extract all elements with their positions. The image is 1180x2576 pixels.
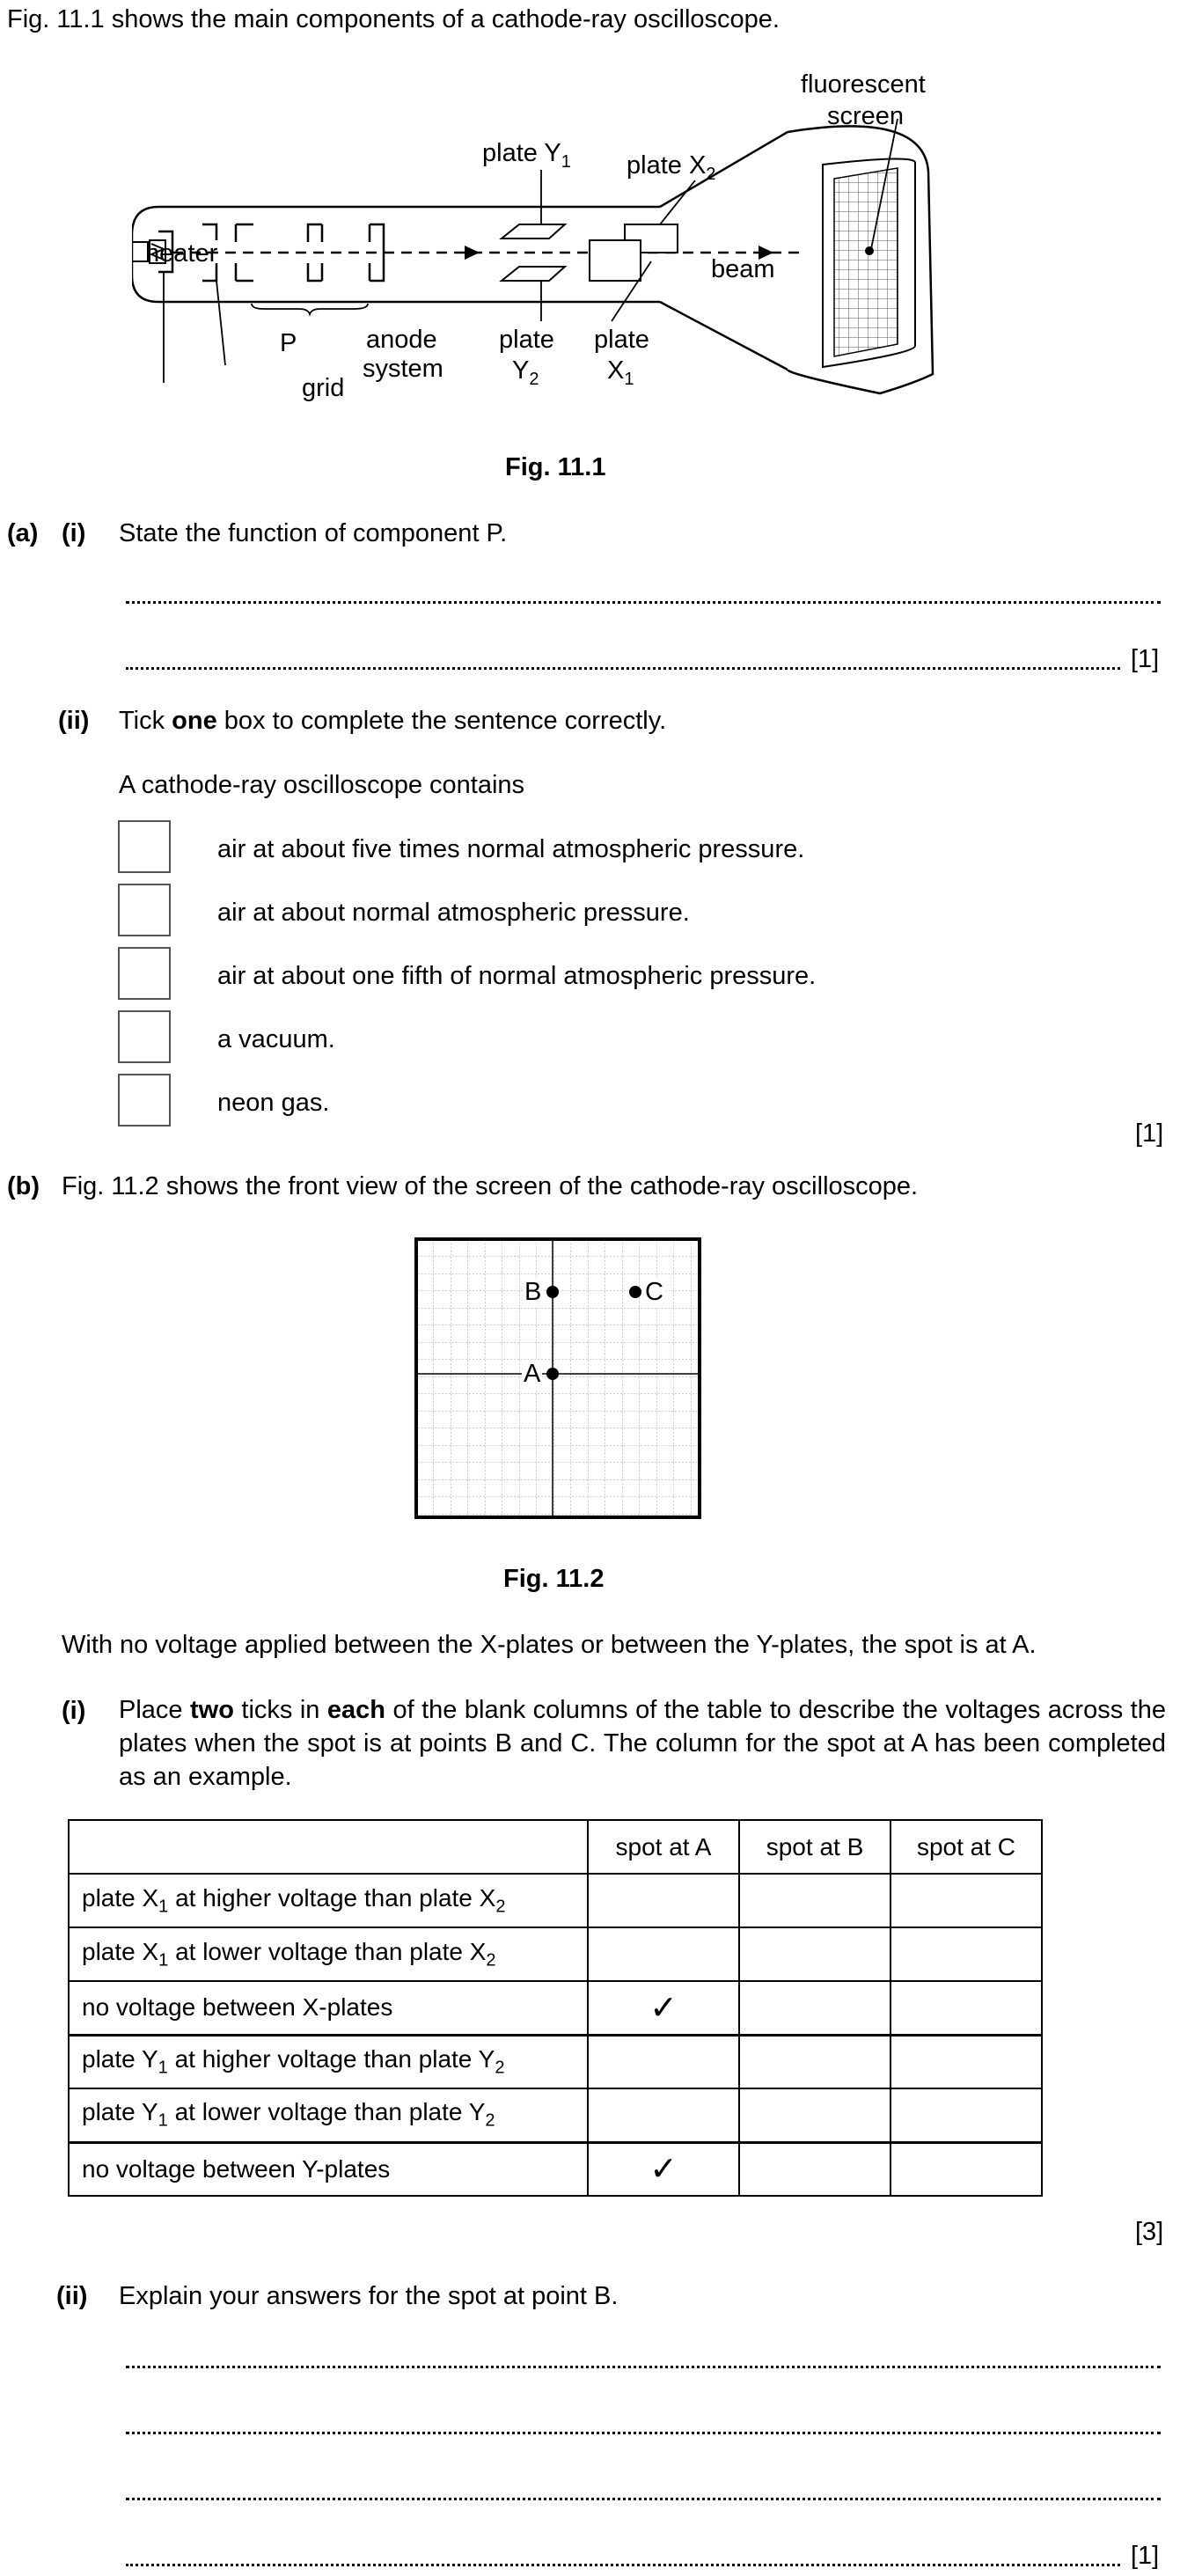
part-a-ii-question: Tick one box to complete the sentence correctly. (119, 707, 667, 735)
mark-a-i: [1] (1131, 645, 1160, 673)
label-plate-x2: plate $X_2$ (627, 151, 716, 184)
point-b-label: B (524, 1278, 542, 1306)
cell-spot-c[interactable] (890, 1981, 1042, 2035)
option-box-5[interactable] (118, 1074, 171, 1127)
part-b-ii-question: Explain your answers for the spot at point B. (119, 2282, 619, 2310)
table-header-a: spot at A (588, 1820, 739, 1874)
beam-arrow-1 (465, 246, 480, 260)
answer-line-b-ii-3[interactable] (126, 2498, 1161, 2500)
answer-line-b-ii-2[interactable] (126, 2432, 1161, 2434)
plate-y2-shape (502, 267, 565, 281)
part-b-ii-label: (ii) (56, 2282, 88, 2310)
option-box-3[interactable] (118, 947, 171, 1000)
fig1-caption: Fig. 11.1 (505, 453, 606, 481)
mark-b-i: [3] (1135, 2218, 1164, 2246)
answer-line-a-i-1[interactable] (126, 601, 1161, 604)
cell-spot-a: ✓ (588, 1981, 739, 2035)
cell-spot-c[interactable] (890, 1874, 1042, 1927)
cell-spot-c[interactable] (890, 2142, 1042, 2196)
label-system: system (363, 355, 443, 383)
option-text-3: air at about one fifth of normal atmospheric pressure. (217, 962, 817, 990)
answer-line-b-ii-4[interactable] (126, 2564, 1120, 2566)
anode-system (236, 224, 384, 281)
label-plate-x1-b: $X_1$ (607, 356, 634, 389)
cell-spot-a (588, 2088, 739, 2142)
cell-spot-b[interactable] (739, 1927, 890, 1981)
table-row (69, 1981, 1042, 2035)
part-a-i-question: State the function of component P. (119, 519, 508, 547)
cell-spot-b[interactable] (739, 1981, 890, 2035)
mark-a-ii: [1] (1135, 1119, 1164, 1148)
row-label: plate $X_1$ at lower voltage than plate $X_2$ (69, 1927, 588, 1981)
point-a-label: A (524, 1360, 541, 1388)
point-a-dot (546, 1368, 559, 1380)
part-a-ii-stem: A cathode-ray oscilloscope contains (119, 771, 525, 799)
part-b-label: (b) (7, 1172, 40, 1200)
cell-spot-a (588, 1927, 739, 1981)
option-box-1[interactable] (118, 820, 171, 873)
option-box-2[interactable] (118, 884, 171, 936)
part-a-label: (a) (7, 519, 39, 547)
row-label: no voltage between Y-plates (69, 2142, 588, 2196)
row-label: plate $Y_1$ at lower voltage than plate $Y_2$ (69, 2088, 588, 2142)
label-screen: screen (827, 102, 905, 130)
label-grid: grid (302, 374, 345, 402)
label-plate-y2-a: plate (499, 326, 554, 354)
point-c-dot (629, 1286, 641, 1298)
label-beam: beam (711, 255, 775, 283)
point-c-label: C (645, 1278, 663, 1306)
part-b-intro: Fig. 11.2 shows the front view of the screen of the cathode-ray oscilloscope. (62, 1172, 919, 1200)
row-label: plate $Y_1$ at higher voltage than plate $Y_2$ (69, 2035, 588, 2088)
option-text-1: air at about five times normal atmospheric pressure. (217, 835, 805, 863)
part-b-i-question: Place two ticks in each of the blank columns of the table to describe the voltages across the plates when the spot is at points B and C. The column for the spot at A has been completed as an example. (119, 1696, 1166, 1791)
fig2-caption: Fig. 11.2 (503, 1565, 605, 1593)
label-plate-y1: plate $Y_1$ (482, 139, 571, 172)
plate-x1-shape (590, 240, 641, 281)
label-plate-x1-a: plate (594, 326, 649, 354)
table-row (69, 1874, 1042, 1927)
screen-spot (865, 246, 874, 255)
option-text-5: neon gas. (217, 1089, 330, 1117)
cell-spot-c[interactable] (890, 1927, 1042, 1981)
table-row (69, 2035, 1042, 2088)
cell-spot-c[interactable] (890, 2088, 1042, 2142)
label-p: P (280, 329, 297, 357)
table-header-b: spot at B (739, 1820, 890, 1874)
screen-grid (834, 168, 898, 356)
table-header-c: spot at C (890, 1820, 1042, 1874)
label-fluorescent: fluorescent (801, 70, 926, 99)
part-a-i-label: (i) (62, 519, 86, 547)
anode-brace (252, 304, 368, 314)
part-b-i-label: (i) (62, 1697, 86, 1725)
intro-text: Fig. 11.1 shows the main components of a cathode-ray oscilloscope. (7, 5, 780, 33)
label-heater: heater (145, 239, 218, 268)
option-text-2: air at about normal atmospheric pressure. (217, 899, 690, 927)
table-header-row (69, 1820, 1042, 1874)
cell-spot-b[interactable] (739, 2088, 890, 2142)
table-row (69, 1927, 1042, 1981)
cell-spot-a: ✓ (588, 2142, 739, 2196)
answer-line-a-i-2[interactable] (126, 667, 1120, 670)
part-b-statement: With no voltage applied between the X-plates or between the Y-plates, the spot is at A. (62, 1631, 1037, 1659)
table-header-empty (69, 1820, 588, 1874)
option-box-4[interactable] (118, 1010, 171, 1063)
mark-b-ii: [1] (1131, 2542, 1160, 2570)
cell-spot-b[interactable] (739, 2035, 890, 2088)
plate-y1-shape (502, 224, 565, 239)
row-label: no voltage between X-plates (69, 1981, 588, 2035)
answer-line-b-ii-1[interactable] (126, 2366, 1161, 2368)
cell-spot-a (588, 1874, 739, 1927)
part-a-ii-label: (ii) (58, 707, 90, 735)
cell-spot-c[interactable] (890, 2035, 1042, 2088)
table-row (69, 2142, 1042, 2196)
point-b-dot (546, 1286, 559, 1298)
row-label: plate $X_1$ at higher voltage than plate $X_2$ (69, 1874, 588, 1927)
cell-spot-b[interactable] (739, 1874, 890, 1927)
option-text-4: a vacuum. (217, 1025, 335, 1053)
cell-spot-a (588, 2035, 739, 2088)
cell-spot-b[interactable] (739, 2142, 890, 2196)
voltage-table (68, 1819, 1043, 2197)
label-anode: anode (366, 326, 437, 354)
label-plate-y2-b: $Y_2$ (512, 356, 539, 389)
table-row (69, 2088, 1042, 2142)
